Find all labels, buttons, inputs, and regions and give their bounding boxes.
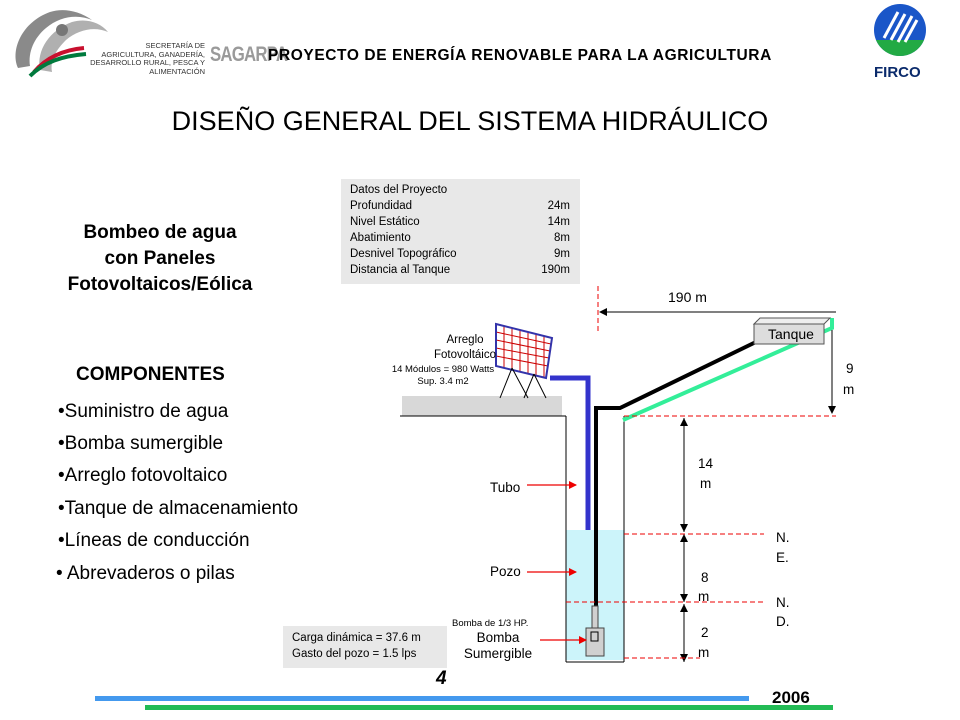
dim-14-label: 14 bbox=[698, 456, 714, 471]
dim-8-unit: m bbox=[698, 589, 710, 604]
carga-line: Carga dinámica = 37.6 m bbox=[292, 632, 421, 644]
project-data-title: Datos del Proyecto bbox=[350, 184, 448, 196]
height-9-label: 9 bbox=[846, 361, 854, 376]
page-title: DISEÑO GENERAL DEL SISTEMA HIDRÁULICO bbox=[171, 106, 769, 136]
arreglo-label: Arreglo Fotovoltáico bbox=[433, 334, 496, 361]
page-number: 4 bbox=[436, 668, 447, 689]
dim-8-label: 8 bbox=[701, 570, 709, 585]
tubo-label: Tubo bbox=[490, 480, 521, 495]
data-row: Desnivel Topográfico 9m bbox=[350, 248, 570, 260]
modulos-label: 14 Módulos = 980 Watts Sup. 3.4 m2 bbox=[391, 364, 495, 387]
tank-top bbox=[754, 318, 830, 324]
list-item: •Suministro de agua bbox=[58, 401, 229, 422]
bomba-label: Bomba Sumergible bbox=[463, 630, 533, 661]
distance-label: 190 m bbox=[668, 289, 707, 305]
data-row: Abatimiento 8m bbox=[350, 232, 570, 244]
height-9-unit: m bbox=[843, 382, 855, 397]
dim-14-unit: m bbox=[700, 476, 712, 491]
footer-bar-blue bbox=[95, 696, 749, 701]
list-item: •Líneas de conducción bbox=[58, 529, 250, 551]
footer-bar-green bbox=[145, 705, 833, 710]
ne-label-2: E. bbox=[776, 550, 789, 565]
carga-box bbox=[283, 626, 447, 668]
dim-2-label: 2 bbox=[701, 625, 709, 640]
firco-logo-text: FIRCO bbox=[874, 64, 921, 81]
dim-2-unit: m bbox=[698, 645, 710, 660]
ground-platform bbox=[402, 396, 562, 416]
data-row: Distancia al Tanque 190m bbox=[350, 264, 570, 276]
data-row: Nivel Estático 14m bbox=[350, 216, 570, 228]
pump-shaft bbox=[592, 606, 598, 628]
project-title: PROYECTO DE ENERGÍA RENOVABLE PARA LA AGRICULTURA bbox=[268, 47, 772, 64]
ne-label-1: N. bbox=[776, 530, 790, 545]
sagarpa-logo-text: SAGARPA bbox=[210, 43, 288, 66]
list-item: •Tanque de almacenamiento bbox=[58, 497, 299, 519]
data-row: Profundidad 24m bbox=[350, 200, 570, 212]
components-title: COMPONENTES bbox=[76, 364, 225, 385]
list-item: •Arreglo fotovoltaico bbox=[58, 465, 228, 487]
gasto-line: Gasto del pozo = 1.5 lps bbox=[292, 648, 417, 660]
tank-label: Tanque bbox=[768, 326, 814, 342]
list-item: •Bomba sumergible bbox=[58, 433, 224, 455]
bombeo-heading: Bombeo de agua con Paneles Fotovoltaicos/Eólica bbox=[67, 222, 253, 295]
bomba-spec-label: Bomba de 1/3 HP. bbox=[452, 618, 529, 629]
pozo-label: Pozo bbox=[490, 564, 521, 579]
nd-label-2: D. bbox=[776, 614, 790, 629]
nd-label-1: N. bbox=[776, 595, 790, 610]
secretaria-text: SECRETARÍA DE AGRICULTURA, GANADERÍA, DESARROLLO RURAL, PESCA Y ALIMENTACIÓN bbox=[90, 41, 205, 76]
footer-year: 2006 bbox=[772, 688, 810, 707]
list-item-abrevaderos: • Abrevaderos o pilas bbox=[56, 563, 235, 584]
